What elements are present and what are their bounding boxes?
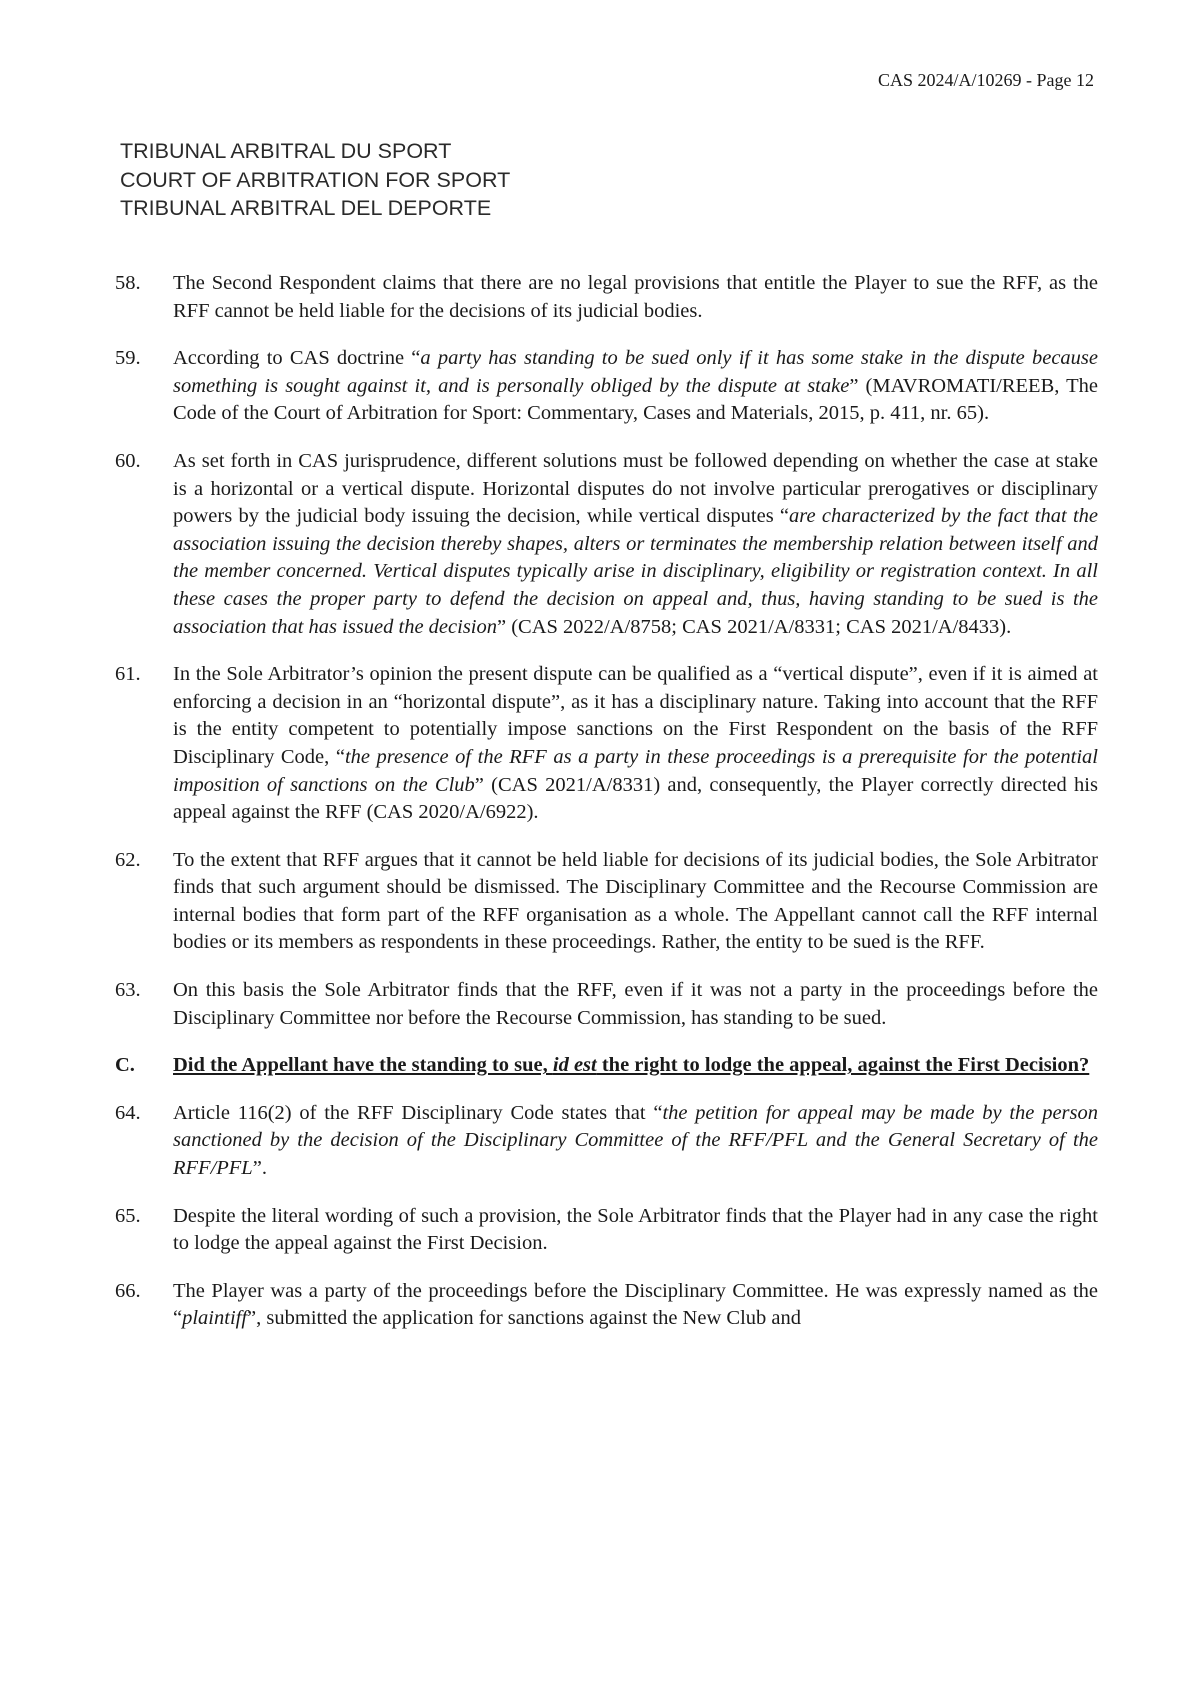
quoted-italic-text: are characterized by the fact that the association issuing the decision thereby shapes, alters or terminates the membership relation between itself and the member concerned. Vertical disputes typically arise in disciplinary, eligibility or registration context. In all these cases the proper party to defend the decision on appeal and, thus, having standing to be sued is the association that has issued the decision <box>173 505 1098 638</box>
section-title-run: Did the Appellant have the standing to sue, <box>173 1054 553 1077</box>
paragraph-text <box>173 847 1098 957</box>
paragraph-number: 66. <box>115 1279 141 1302</box>
paragraph-text-run: According to CAS doctrine “ <box>173 347 421 370</box>
paragraph-65 <box>115 1203 1098 1258</box>
paragraph-number: 65. <box>115 1204 141 1227</box>
paragraph-text-run: To the extent that RFF argues that it cannot be held liable for decisions of its judicial bodies, the Sole Arbitrator finds that such argument should be dismissed. The Disciplinary Committee and the Recourse Commission are internal bodies that form part of the RFF organisation as a whole. The Appellant cannot call the RFF internal bodies or its members as respondents in these proceedings. Rather, the entity to be sued is the RFF. <box>173 848 1098 954</box>
paragraph-59 <box>115 345 1098 428</box>
paragraph-58 <box>115 270 1098 325</box>
paragraph-text-run: In the Sole Arbitrator’s opinion the present dispute can be qualified as a “vertical dispute”, even if it is aimed at enforcing a decision in an “horizontal dispute”, as it has a disciplinary nature. Taking into account that the RFF is the entity competent to potentially impose sanctions on the First Respondent on the basis of the RFF Disciplinary Code, “ <box>173 663 1098 768</box>
paragraph-64 <box>115 1100 1098 1183</box>
paragraph-text-run: On this basis the Sole Arbitrator finds that the RFF, even if it was not a party in the proceedings before the Disciplinary Committee nor before the Recourse Commission, has standing to be sued. <box>173 979 1098 1029</box>
paragraph-text-run: The Player was a party of the proceedings before the Disciplinary Committee. He was expressly named as the “ <box>173 1279 1098 1330</box>
page-reference: CAS 2024/A/10269 - Page 12 <box>878 70 1094 90</box>
paragraph-text-run: As set forth in CAS jurisprudence, different solutions must be followed depending on whether the case at stake is a horizontal or a vertical dispute. Horizontal disputes do not involve particular prerogatives or disciplinary powers by the judicial body issuing the decision, while vertical disputes “ <box>173 449 1098 528</box>
paragraph-text-run: ”, submitted the application for sanctions against the New Club and <box>247 1307 801 1330</box>
paragraph-number: 60. <box>115 449 141 472</box>
court-header <box>120 137 510 223</box>
header-english: COURT OF ARBITRATION FOR SPORT <box>120 167 511 192</box>
paragraph-text <box>173 661 1098 827</box>
section-title-run: the right to lodge the appeal, against the First Decision? <box>596 1054 1090 1077</box>
paragraph-text-run: ” (CAS 2021/A/8331) and, consequently, the Player correctly directed his appeal against the RFF (CAS 2020/A/6922). <box>173 773 1098 824</box>
paragraph-number: 59. <box>115 347 141 370</box>
header-french: TRIBUNAL ARBITRAL DU SPORT <box>120 139 452 163</box>
paragraph-number: 63. <box>115 979 141 1002</box>
paragraph-text <box>173 1203 1098 1258</box>
paragraph-number: 64. <box>115 1101 141 1124</box>
paragraph-text-run: ”. <box>252 1157 267 1180</box>
quoted-italic-text: the presence of the RFF as a party in these proceedings is a prerequisite for the potential imposition of sanctions on the Club <box>173 745 1098 796</box>
paragraph-number: 62. <box>115 848 141 871</box>
document-body <box>115 270 1098 1353</box>
paragraph-61 <box>115 661 1098 827</box>
paragraph-text <box>173 1100 1098 1183</box>
paragraph-number: 61. <box>115 663 141 686</box>
paragraph-text <box>173 345 1098 428</box>
paragraph-60 <box>115 448 1098 641</box>
paragraph-text-run: ” (CAS 2022/A/8758; CAS 2021/A/8331; CAS 2021/A/8433). <box>497 615 1012 638</box>
paragraph-number: 58. <box>115 272 141 294</box>
section-heading-c <box>115 1052 1098 1080</box>
paragraph-text <box>173 448 1098 641</box>
paragraph-text-run: The Second Respondent claims that there are no legal provisions that entitle the Player to sue the RFF, as the RFF cannot be held liable for the decisions of its judicial bodies. <box>173 272 1098 322</box>
paragraph-text <box>173 270 1098 325</box>
paragraph-text-run: Article 116(2) of the RFF Disciplinary Code states that “ <box>173 1101 663 1124</box>
section-title-italic: id est <box>552 1054 597 1077</box>
paragraph-text <box>173 977 1098 1032</box>
paragraph-63 <box>115 977 1098 1032</box>
header-spanish: TRIBUNAL ARBITRAL DEL DEPORTE <box>120 196 492 220</box>
section-title <box>173 1052 1098 1080</box>
quoted-italic-text: plaintiff <box>182 1307 248 1330</box>
paragraph-66 <box>115 1278 1098 1333</box>
paragraph-text-run: ” (MAVROMATI/REEB, The Code of the Court of Arbitration for Sport: Commentary, Cases and Materials, 2015, p. 411, nr. 65). <box>173 374 1099 425</box>
section-number: C. <box>115 1054 135 1077</box>
paragraph-text-run: Despite the literal wording of such a provision, the Sole Arbitrator finds that the Player had in any case the right to lodge the appeal against the First Decision. <box>173 1204 1098 1255</box>
quoted-italic-text: the petition for appeal may be made by the person sanctioned by the decision of the Disciplinary Committee of the RFF/PFL and the General Secretary of the RFF/PFL <box>173 1101 1098 1180</box>
paragraph-text <box>173 1278 1098 1333</box>
paragraph-62 <box>115 847 1098 957</box>
quoted-italic-text: a party has standing to be sued only if it has some stake in the dispute because something is sought against it, and is personally obliged by the dispute at stake <box>173 347 1098 397</box>
